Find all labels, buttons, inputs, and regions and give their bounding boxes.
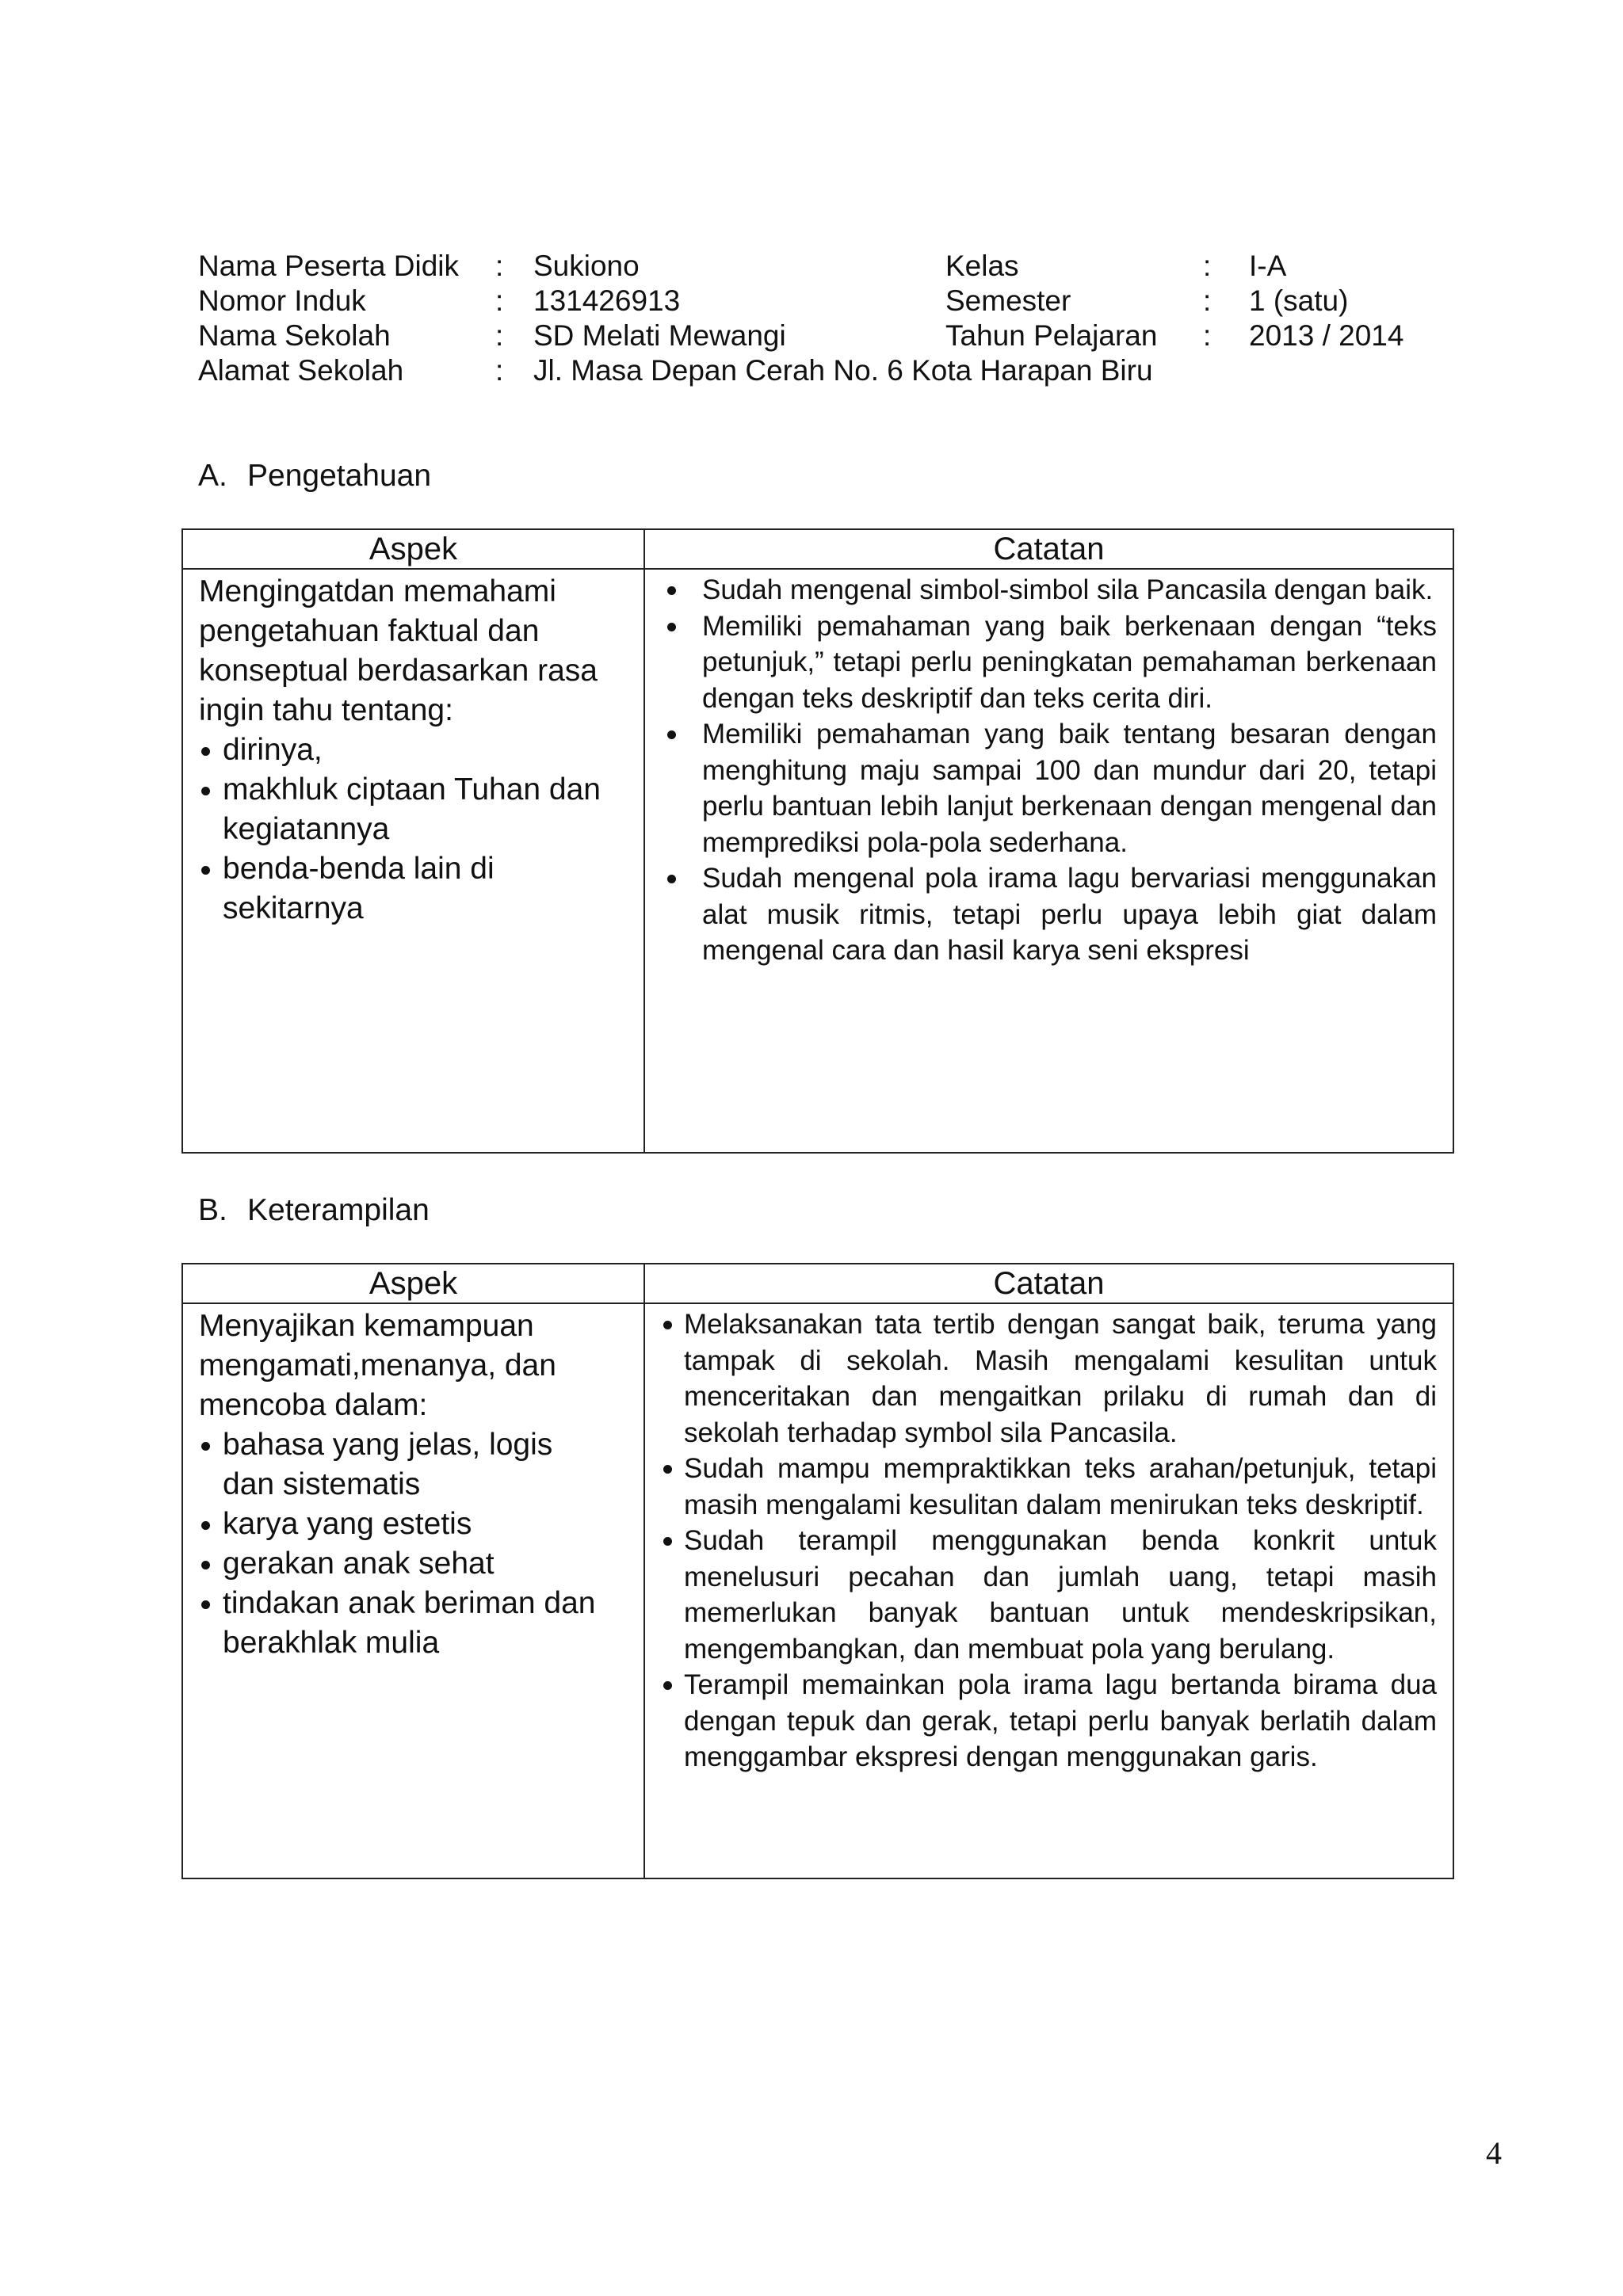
list-item: makhluk ciptaan Tuhan dan kegiatannya [199,770,628,849]
table-row [182,569,1453,1153]
label-tahun-pelajaran: Tahun Pelajaran [945,319,1158,352]
colon: : [495,354,504,387]
value-alamat-sekolah: Jl. Masa Depan Cerah No. 6 Kota Harapan Biru [533,354,1153,387]
pengetahuan-table [181,528,1454,1154]
keterampilan-table [181,1263,1454,1879]
list-item: gerakan anak sehat [199,1544,628,1584]
list-item: benda-benda lain di sekitarnya [199,849,628,929]
label-semester: Semester [945,284,1071,317]
section-a-title [198,459,431,494]
list-item: Sudah mengenal simbol-simbol sila Pancasila dengan baik. [663,572,1437,608]
list-item: bahasa yang jelas, logis dan sistematis [199,1425,628,1505]
header-aspek: Aspek [182,529,644,569]
colon: : [1203,250,1212,282]
table-header-row [182,1264,1453,1303]
aspek-list [199,1425,628,1663]
catatan-list [663,572,1437,969]
colon: : [1203,319,1212,352]
catatan-cell [644,569,1453,1153]
list-item: Melaksanakan tata tertib dengan sangat baik, teruma yang tampak di sekolah. Masih mengalami kesulitan untuk menceritakan dan mengaitkan prilaku di rumah dan di sekolah terhadap symbol sila Pancasila. [663,1306,1437,1451]
page-number: 4 [1486,2135,1502,2171]
student-info [198,249,1403,388]
aspek-list [199,730,628,929]
value-kelas: I-A [1249,250,1287,282]
list-item: Terampil memainkan pola irama lagu bertanda birama dua dengan tepuk dan gerak, tetapi perlu banyak berlatih dalam menggambar ekspresi dengan menggunakan garis. [663,1667,1437,1775]
list-item: dirinya, [199,730,628,770]
list-item: Memiliki pemahaman yang baik tentang besaran dengan menghitung maju sampai 100 dan mundur dari 20, tetapi perlu bantuan lebih lanjut berkenaan dengan mengenal dan memprediksi pola-pola sederhana. [663,716,1437,860]
list-item: tindakan anak beriman dan berakhlak mulia [199,1584,628,1663]
value-nama-peserta-didik: Sukiono [533,250,640,282]
header-catatan: Catatan [644,1264,1453,1303]
value-tahun-pelajaran: 2013 / 2014 [1249,319,1404,352]
label-alamat-sekolah: Alamat Sekolah [198,354,404,387]
value-nomor-induk: 131426913 [533,284,681,317]
list-item: Memiliki pemahaman yang baik berkenaan dengan “teks petunjuk,” tetapi perlu peningkatan pemahaman berkenaan dengan teks deskriptif dan teks cerita diri. [663,608,1437,717]
section-b-heading: Keterampilan [247,1193,430,1227]
list-item: karya yang estetis [199,1505,628,1544]
label-nama-peserta-didik: Nama Peserta Didik [198,250,460,282]
aspek-cell [182,569,644,1153]
table-row [182,1303,1453,1878]
value-nama-sekolah: SD Melati Mewangi [533,319,786,352]
aspek-intro: Menyajikan kemampuan mengamati,menanya, dan mencoba dalam: [199,1309,556,1422]
table-header-row [182,529,1453,569]
section-b-letter: B. [198,1193,227,1227]
catatan-cell [644,1303,1453,1878]
value-semester: 1 (satu) [1249,284,1349,317]
colon: : [495,319,504,352]
list-item: Sudah mampu mempraktikkan teks arahan/petunjuk, tetapi masih mengalami kesulitan dalam menirukan teks deskriptif. [663,1451,1437,1523]
label-nomor-induk: Nomor Induk [198,284,366,317]
header-catatan: Catatan [644,529,1453,569]
info-row-nama-sekolah [198,318,1403,353]
label-kelas: Kelas [945,250,1019,282]
section-b-title [198,1193,430,1228]
colon: : [495,284,504,317]
label-nama-sekolah: Nama Sekolah [198,319,391,352]
list-item: Sudah mengenal pola irama lagu bervariasi menggunakan alat musik ritmis, tetapi perlu upaya lebih giat dalam mengenal cara dan hasil karya seni ekspresi [663,860,1437,969]
list-item: Sudah terampil menggunakan benda konkrit untuk menelusuri pecahan dan jumlah uang, tetapi masih memerlukan banyak bantuan untuk mendeskripsikan, mengembangkan, dan membuat pola yang berulang. [663,1523,1437,1667]
info-row-nomor-induk [198,284,1403,318]
section-a-letter: A. [198,459,227,493]
catatan-list [663,1306,1437,1775]
header-aspek: Aspek [182,1264,644,1303]
aspek-cell [182,1303,644,1878]
colon: : [1203,284,1212,317]
info-row-nama [198,249,1403,284]
section-a-heading: Pengetahuan [247,459,432,493]
colon: : [495,250,504,282]
info-row-alamat-sekolah [198,353,1403,388]
aspek-intro: Mengingatdan memahami pengetahuan faktual dan konseptual berdasarkan rasa ingin tahu tentang: [199,574,598,727]
